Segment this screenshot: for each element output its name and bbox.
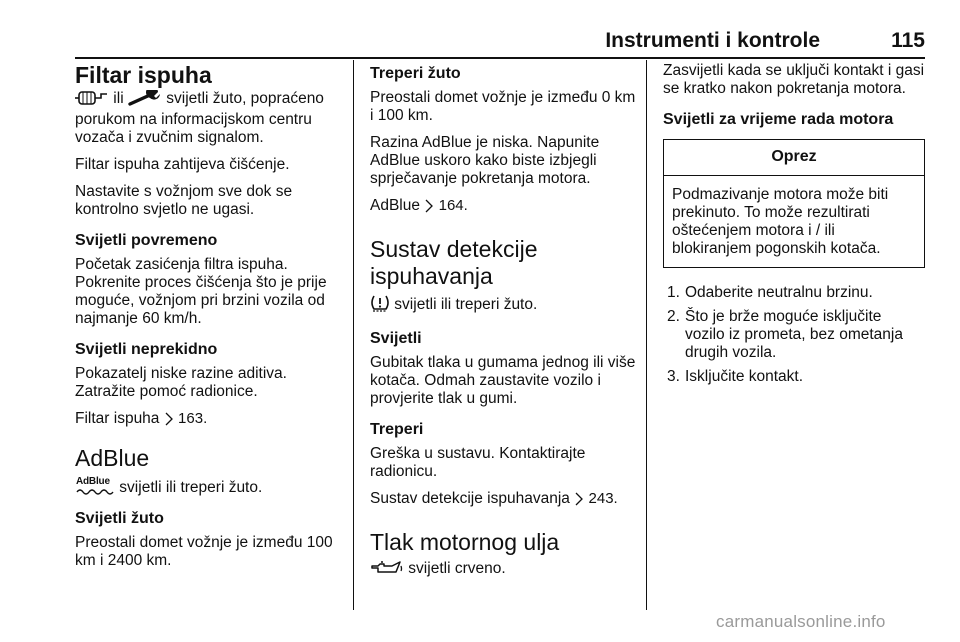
paragraph-adblue-low: Razina AdBlue je niska. Napunite AdBlue uskoro kako biste izbjegli sprječavanje pokretanja motora. <box>370 134 600 187</box>
heading-tlak-ulja: Tlak motornog ulja <box>370 529 560 555</box>
text-or: ili <box>109 90 128 107</box>
exhaust-filter-icon <box>75 90 109 111</box>
reference-arrow-icon <box>424 199 434 218</box>
heading-treperi-zuto: Treperi žuto <box>370 65 461 82</box>
step-text: Što je brže moguće isključite vozilo iz prometa, bez ometanja drugih vozila. <box>685 308 903 361</box>
text-oil-light: svijetli crveno. <box>404 560 506 577</box>
heading-adblue: AdBlue <box>75 445 150 471</box>
wrench-icon <box>128 90 162 111</box>
paragraph-filter-ref <box>75 410 343 431</box>
list-item <box>663 308 925 362</box>
page-header <box>75 27 925 57</box>
paragraph-filter-cleaning: Filtar ispuha zahtijeva čišćenje. <box>75 156 290 173</box>
step-number: 2. <box>667 308 680 325</box>
step-text: Isključite kontakt. <box>685 368 804 385</box>
column-divider-2 <box>646 60 647 610</box>
watermark: carmanualsonline.info <box>716 612 886 631</box>
caution-body: Podmazivanje motora može biti prekinuto. To može rezultirati oštećenjem motora i / ili blokiranjem pogonskih kotača. <box>672 186 889 257</box>
paragraph-saturation: Početak zasićenja filtra ispuha. Pokrenite proces čišćenja što je prije moguće, vožnjom pri brzini vozila od najmanje 60 km/h. <box>75 256 327 327</box>
paragraph-oil-startup: Zasvijetli kada se uključi kontakt i gasi se kratko nakon pokretanja motora. <box>663 62 925 97</box>
heading-svijetli-neprekidno: Svijetli neprekidno <box>75 341 218 358</box>
paragraph-pressure-loss: Gubitak tlaka u gumama jednog ili više kotača. Odmah zaustavite vozilo i provjerite tlak u gumi. <box>370 354 636 407</box>
column-divider-1 <box>353 60 354 610</box>
caution-title: Oprez <box>664 140 924 176</box>
heading-svijetli: Svijetli <box>370 330 422 347</box>
text-filter-ref: Filtar ispuha <box>75 410 164 427</box>
paragraph-keep-driving: Nastavite s vožnjom sve dok se kontrolno svjetlo ne ugasi. <box>75 183 293 218</box>
heading-svijetli-voznja: Svijetli za vrijeme rada motora <box>663 111 894 128</box>
paragraph-filter-warning <box>75 90 343 147</box>
page-reference[interactable]: 163. <box>178 410 208 427</box>
paragraph-tire-light <box>370 294 638 317</box>
column-3 <box>663 62 925 392</box>
column-1 <box>75 62 343 579</box>
paragraph-adblue-ref <box>370 197 638 218</box>
header-rule <box>75 57 925 59</box>
column-2 <box>370 62 638 590</box>
heading-svijetli-povremeno: Svijetli povremeno <box>75 232 218 249</box>
list-item <box>663 368 925 386</box>
caution-box <box>663 139 925 268</box>
paragraph-system-fault: Greška u sustavu. Kontaktirajte radionicu. <box>370 445 586 480</box>
text-filter-warning: svijetli žuto, popraćeno porukom na informacijskom centru vozača i zvučnim signalom. <box>75 90 324 146</box>
paragraph-range-flashing: Preostali domet vožnje je između 0 km i 100 km. <box>370 89 636 124</box>
heading-sustav-detekcije: Sustav detekcije ispuhavanja <box>370 236 538 289</box>
page-reference[interactable]: 164. <box>438 197 468 214</box>
step-text: Odaberite neutralnu brzinu. <box>685 284 873 301</box>
paragraph-oil-light <box>370 560 638 581</box>
paragraph-adblue-light <box>75 476 343 497</box>
reference-arrow-icon <box>574 492 584 511</box>
step-number: 3. <box>667 368 680 385</box>
heading-filtar-ispuha: Filtar ispuha <box>75 62 212 88</box>
paragraph-range-yellow: Preostali domet vožnje je između 100 km i 2400 km. <box>75 534 333 569</box>
tire-pressure-icon <box>370 294 390 317</box>
text-adblue-ref: AdBlue <box>370 197 425 214</box>
heading-treperi: Treperi <box>370 421 424 438</box>
paragraph-additive: Pokazatelj niske razine aditiva. Zatražite pomoć radionice. <box>75 365 287 400</box>
step-number: 1. <box>667 284 680 301</box>
adblue-icon-text: AdBlue <box>76 476 110 487</box>
section-title: Instrumenti i kontrole <box>605 29 820 52</box>
reference-arrow-icon <box>164 412 174 431</box>
text-adblue-light: svijetli ili treperi žuto. <box>115 479 263 496</box>
adblue-icon <box>75 476 115 496</box>
steps-list <box>663 284 925 386</box>
page-number: 115 <box>891 29 925 52</box>
heading-svijetli-zuto: Svijetli žuto <box>75 510 164 527</box>
oil-can-icon <box>370 560 404 581</box>
list-item <box>663 284 925 302</box>
page-reference[interactable]: 243. <box>588 490 618 507</box>
text-tire-light: svijetli ili treperi žuto. <box>390 296 538 313</box>
text-tire-ref: Sustav detekcije ispuhavanja <box>370 490 575 507</box>
paragraph-tire-ref <box>370 490 638 511</box>
